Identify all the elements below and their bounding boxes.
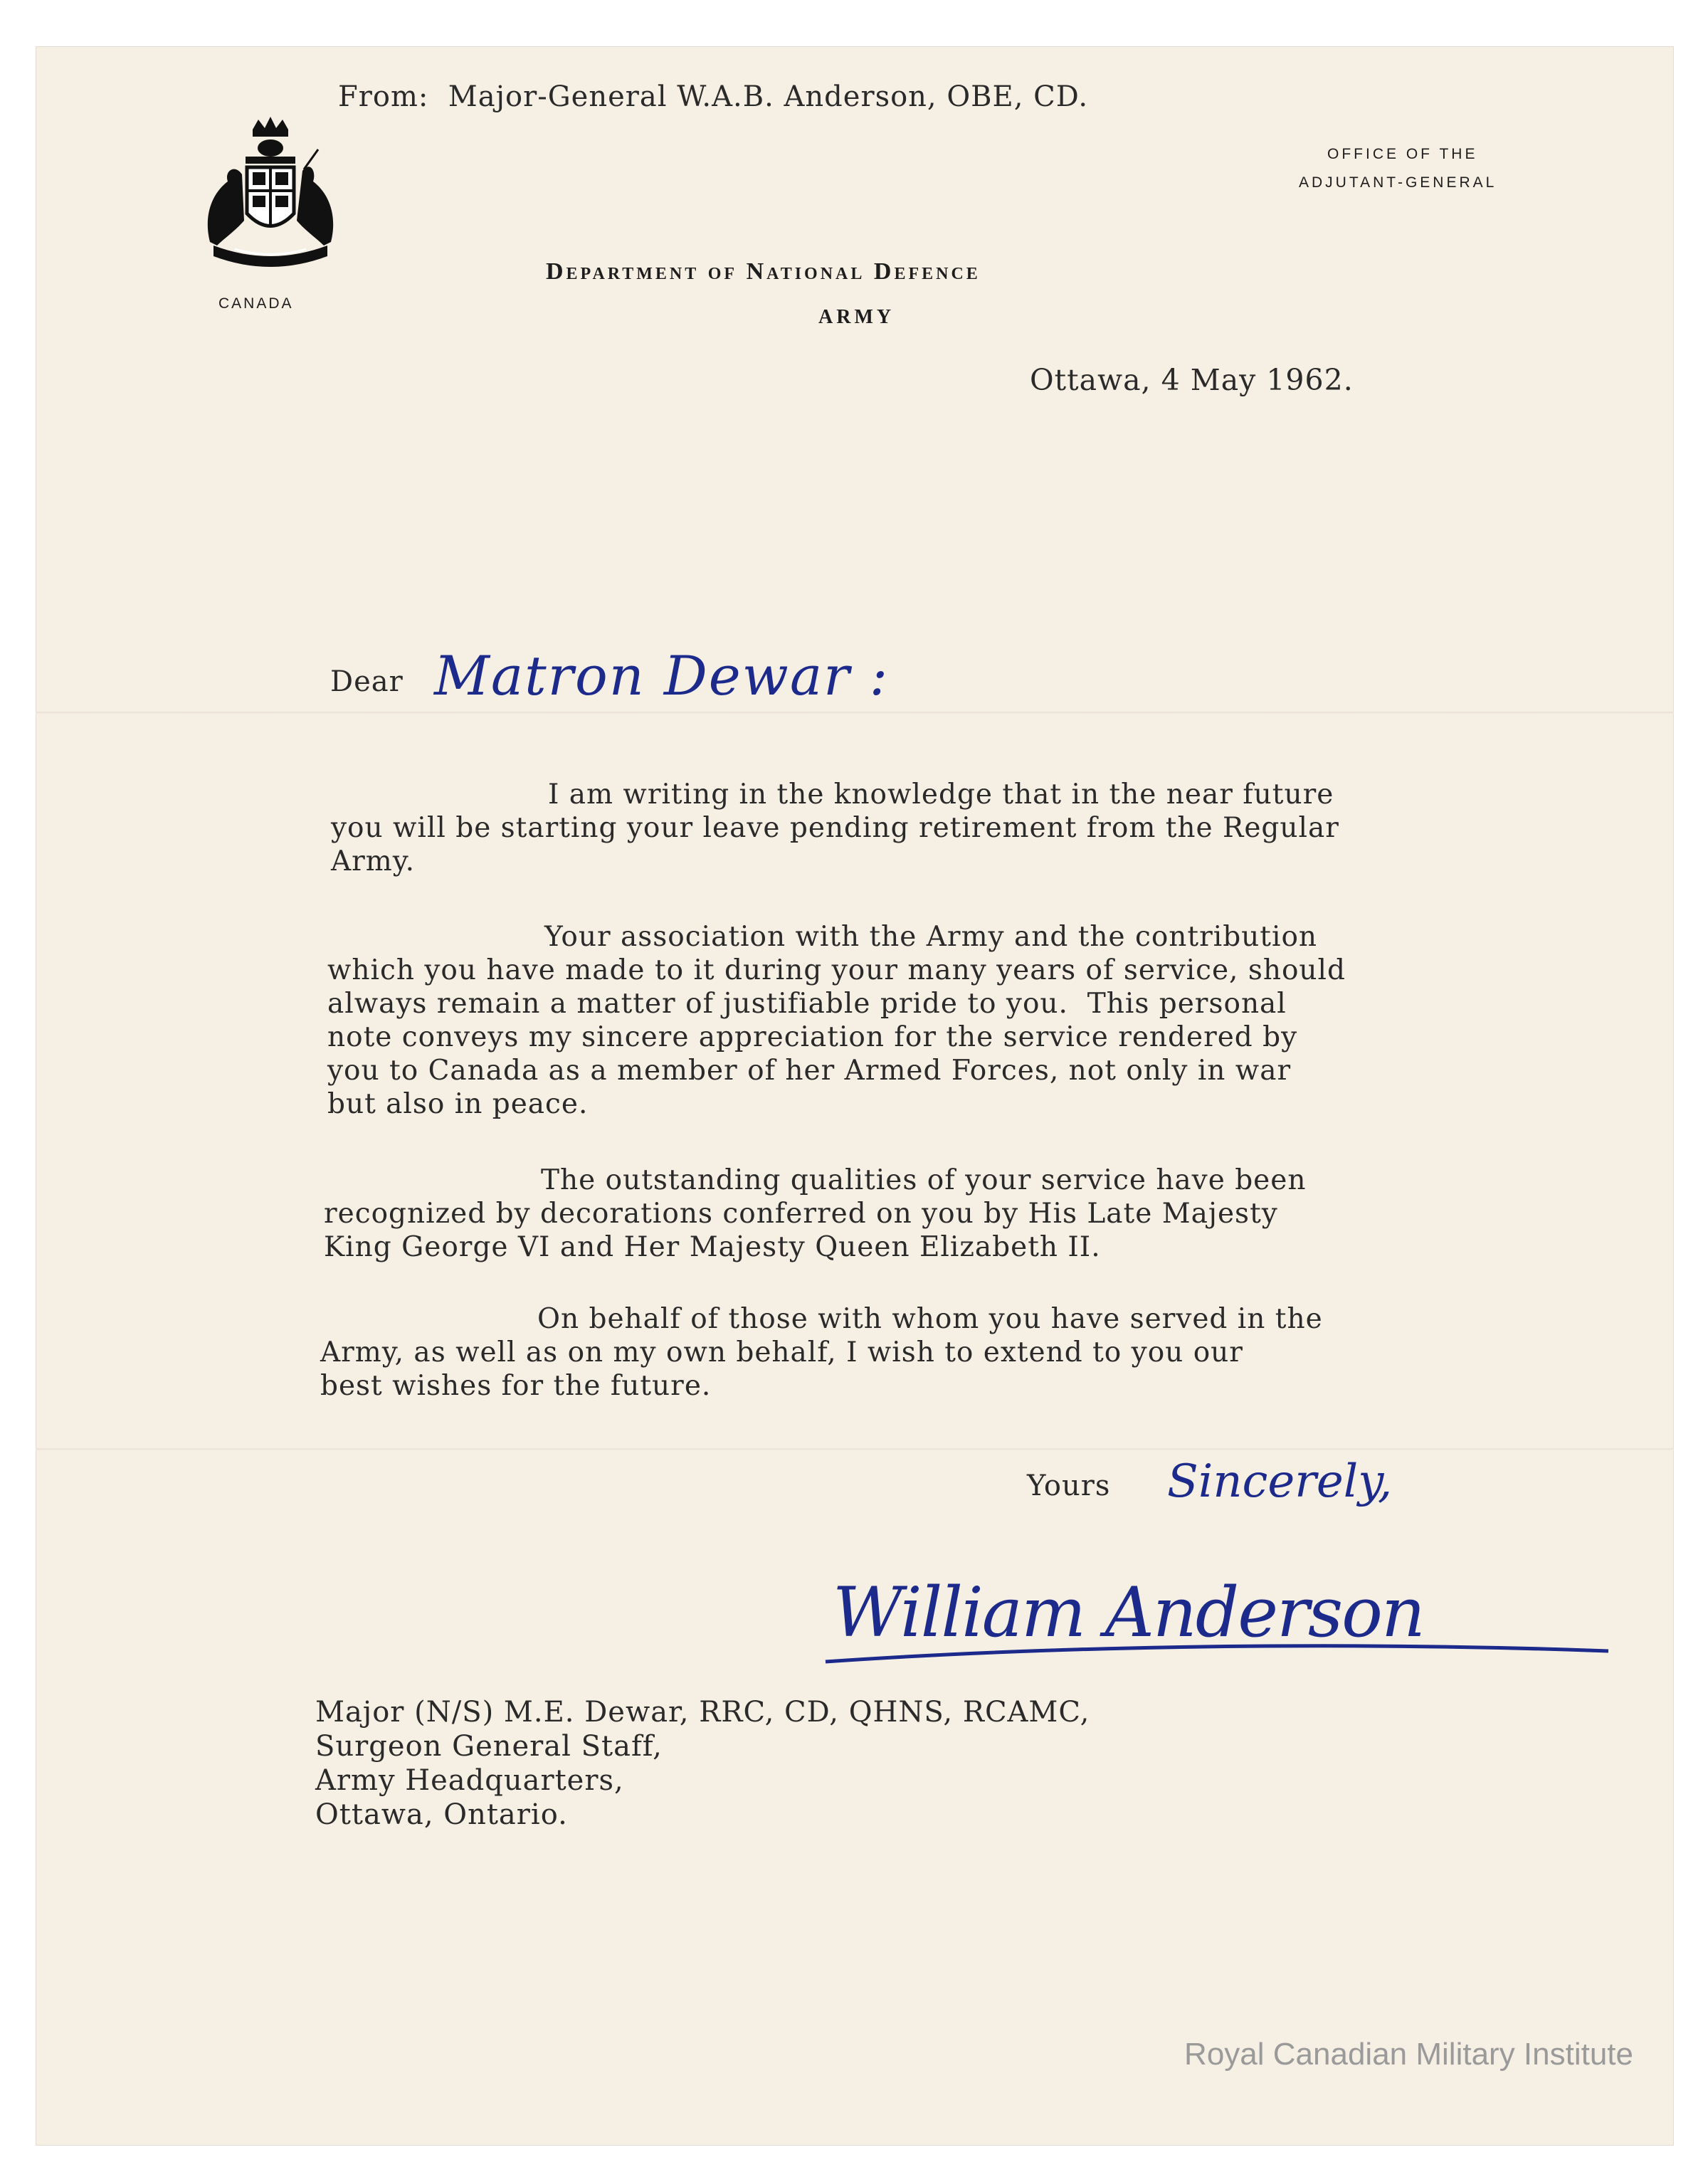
department-heading: Department of National Defence	[546, 258, 981, 285]
institution-watermark: Royal Canadian Military Institute	[1184, 2037, 1633, 2072]
paragraph-line: but also in peace.	[327, 1088, 589, 1120]
paragraph-4	[320, 1302, 1559, 1403]
closing-yours: Yours	[1027, 1470, 1111, 1502]
paragraph-line: On behalf of those with whom you have served in the	[537, 1303, 1323, 1335]
paragraph-line: which you have made to it during your many years of service, should	[327, 954, 1346, 986]
paragraph-1	[331, 778, 1569, 878]
paragraph-line: King George VI and Her Majesty Queen Elizabeth II.	[324, 1231, 1101, 1263]
paper-fold-line	[36, 712, 1674, 714]
recipient-line-4: Ottawa, Ontario.	[315, 1798, 568, 1831]
from-line: From: Major-General W.A.B. Anderson, OBE, CD.	[338, 80, 1089, 113]
paragraph-line: Army, as well as on my own behalf, I wish to extend to you our	[320, 1336, 1243, 1368]
paragraph-line: note conveys my sincere appreciation for the service rendered by	[327, 1021, 1298, 1053]
office-line-2: ADJUTANT-GENERAL	[1299, 174, 1497, 191]
paragraph-line: you will be starting your leave pending retirement from the Regular	[331, 812, 1339, 844]
branch-heading: ARMY	[818, 306, 895, 328]
handwritten-recipient-name: Matron Dewar :	[434, 644, 890, 707]
paragraph-line: always remain a matter of justifiable pride to you. This personal	[327, 988, 1287, 1020]
paragraph-3	[324, 1164, 1562, 1264]
signature-underline	[818, 1633, 1623, 1676]
office-line-1: OFFICE OF THE	[1327, 146, 1478, 162]
salutation-dear: Dear	[330, 665, 404, 698]
recipient-line-1: Major (N/S) M.E. Dewar, RRC, CD, QHNS, RCAMC,	[315, 1696, 1090, 1729]
paragraph-line: Army.	[331, 845, 416, 877]
letter-page	[36, 46, 1674, 2146]
canada-coat-of-arms-icon	[196, 114, 345, 278]
handwritten-sincerely: Sincerely,	[1167, 1455, 1393, 1508]
paragraph-line: Your association with the Army and the contribution	[544, 921, 1318, 953]
paragraph-2	[327, 920, 1566, 1121]
paper-fold-line	[36, 1448, 1674, 1450]
letter-date: Ottawa, 4 May 1962.	[1030, 363, 1354, 397]
seal-caption: CANADA	[218, 295, 294, 312]
paragraph-line: best wishes for the future.	[320, 1370, 712, 1402]
paragraph-line: recognized by decorations conferred on you by His Late Majesty	[324, 1198, 1278, 1230]
paragraph-line: The outstanding qualities of your service have been	[541, 1164, 1307, 1196]
paragraph-line: I am writing in the knowledge that in the near future	[548, 779, 1334, 811]
paragraph-line: you to Canada as a member of her Armed Forces, not only in war	[327, 1055, 1292, 1087]
signature: William Anderson	[833, 1573, 1424, 1652]
recipient-line-2: Surgeon General Staff,	[315, 1730, 663, 1763]
recipient-line-3: Army Headquarters,	[315, 1764, 624, 1797]
